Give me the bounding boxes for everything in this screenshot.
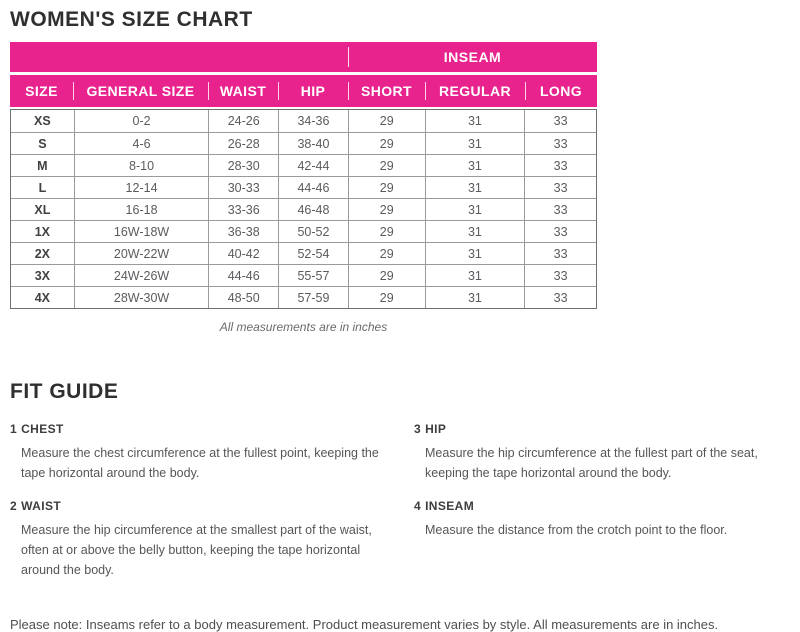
item-label: HIP <box>425 422 447 436</box>
measurement-cell: 29 <box>348 133 425 154</box>
fit-guide-item-hip <box>414 422 790 484</box>
fit-guide-item-heading <box>414 499 776 513</box>
measurement-cell: 31 <box>425 199 525 220</box>
size-chart-table <box>10 42 597 309</box>
measurement-cell: 44-46 <box>208 265 278 286</box>
size-label-cell: 1X <box>34 224 51 239</box>
measurement-cell: 52-54 <box>278 243 348 264</box>
measurement-cell: 28-30 <box>208 155 278 176</box>
fit-guide-item-text: Measure the hip circumference at the fullest part of the seat, keeping the tape horizontal around the body. <box>425 446 758 481</box>
measurement-cell: 33 <box>524 221 596 242</box>
measurement-cell: 33-36 <box>208 199 278 220</box>
measurement-cell: 24-26 <box>208 110 278 132</box>
measurement-cell: 38-40 <box>278 133 348 154</box>
measurement-cell: 28W-30W <box>74 287 209 308</box>
measurement-cell: 31 <box>425 110 525 132</box>
table-row <box>11 110 596 132</box>
column-header-long: LONG <box>525 75 597 107</box>
column-header-row <box>10 75 597 107</box>
item-number: 3 <box>414 422 422 436</box>
measurement-cell: 29 <box>348 287 425 308</box>
measurement-cell: 26-28 <box>208 133 278 154</box>
column-header-hip: HIP <box>278 75 348 107</box>
measurement-cell: 33 <box>524 177 596 198</box>
measurement-cell: 29 <box>348 199 425 220</box>
table-row <box>11 198 596 220</box>
measurement-cell: 33 <box>524 199 596 220</box>
measurement-cell: 57-59 <box>278 287 348 308</box>
measurement-cell: 16W-18W <box>74 221 209 242</box>
item-number: 1 <box>10 422 18 436</box>
measurement-cell: 29 <box>348 155 425 176</box>
measurement-cell: 55-57 <box>278 265 348 286</box>
fit-guide-left-column <box>10 422 414 595</box>
measurement-cell: 42-44 <box>278 155 348 176</box>
size-label-cell: S <box>38 136 47 151</box>
measurement-cell: 36-38 <box>208 221 278 242</box>
fit-guide-item-text: Measure the chest circumference at the fullest point, keeping the tape horizontal around the body. <box>21 446 379 481</box>
size-label-cell: M <box>37 158 48 173</box>
column-header-waist: WAIST <box>208 75 278 107</box>
measurement-cell: 50-52 <box>278 221 348 242</box>
measurement-cell: 4-6 <box>74 133 209 154</box>
measurement-cell: 29 <box>348 110 425 132</box>
size-label-cell: 2X <box>34 246 51 261</box>
measurement-cell: 12-14 <box>74 177 209 198</box>
measurement-cell: 40-42 <box>208 243 278 264</box>
measurement-cell: 20W-22W <box>74 243 209 264</box>
table-row <box>11 242 596 264</box>
measurement-cell: 31 <box>425 177 525 198</box>
table-row <box>11 154 596 176</box>
fit-guide-item-heading <box>10 499 400 513</box>
table-row <box>11 220 596 242</box>
inseam-group-label: INSEAM <box>443 49 502 65</box>
fit-guide-item-waist <box>10 499 414 581</box>
fit-guide-item-chest <box>10 422 414 484</box>
footer-note: Please note: Inseams refer to a body measurement. Product measurement varies by style. All measurements are in inches. <box>10 617 719 632</box>
measurement-cell: 33 <box>524 287 596 308</box>
measurement-cell: 33 <box>524 243 596 264</box>
measurement-cell: 0-2 <box>74 110 209 132</box>
measurement-cell: 31 <box>425 221 525 242</box>
measurement-cell: 29 <box>348 243 425 264</box>
size-label-cell: XS <box>34 114 51 128</box>
fit-guide-item-heading <box>10 422 400 436</box>
measurement-cell: 48-50 <box>208 287 278 308</box>
table-row <box>11 264 596 286</box>
fit-guide-item-heading <box>414 422 776 436</box>
measurement-cell: 33 <box>524 110 596 132</box>
size-table-body <box>10 109 597 309</box>
measurement-cell: 31 <box>425 287 525 308</box>
inseam-group-header <box>10 42 597 72</box>
column-header-general-size: GENERAL SIZE <box>73 75 208 107</box>
column-header-regular: REGULAR <box>425 75 525 107</box>
measurement-cell: 31 <box>425 133 525 154</box>
item-label: INSEAM <box>425 498 475 513</box>
size-label-cell: 4X <box>34 290 51 305</box>
measurement-cell: 29 <box>348 177 425 198</box>
column-header-short: SHORT <box>348 75 425 107</box>
size-label-cell: 3X <box>34 268 51 283</box>
measurement-cell: 24W-26W <box>74 265 209 286</box>
item-label: CHEST <box>21 422 64 436</box>
measurement-cell: 30-33 <box>208 177 278 198</box>
table-row <box>11 176 596 198</box>
size-label-cell: L <box>38 180 47 195</box>
page-title: WOMEN'S SIZE CHART <box>10 8 253 31</box>
measurement-cell: 8-10 <box>74 155 209 176</box>
fit-guide <box>10 422 790 595</box>
fit-guide-right-column <box>414 422 790 595</box>
item-number: 2 <box>10 498 18 513</box>
measurement-cell: 31 <box>425 243 525 264</box>
measurement-cell: 44-46 <box>278 177 348 198</box>
measurement-cell: 33 <box>524 265 596 286</box>
measurement-cell: 34-36 <box>278 110 348 132</box>
fit-guide-item-text: Measure the distance from the crotch point to the floor. <box>425 522 728 537</box>
fit-guide-item-inseam <box>414 499 790 540</box>
item-label: WAIST <box>21 498 62 513</box>
table-footnote: All measurements are in inches <box>219 320 388 334</box>
measurement-cell: 29 <box>348 265 425 286</box>
fit-guide-title: FIT GUIDE <box>10 380 119 403</box>
measurement-cell: 29 <box>348 221 425 242</box>
column-header-size: SIZE <box>25 83 58 99</box>
measurement-cell: 31 <box>425 155 525 176</box>
fit-guide-item-text: Measure the hip circumference at the smallest part of the waist, often at or above the belly button, keeping the tape horizontal around the body. <box>21 522 372 577</box>
measurement-cell: 33 <box>524 133 596 154</box>
item-number: 4 <box>414 498 422 513</box>
table-row <box>11 286 596 308</box>
measurement-cell: 16-18 <box>74 199 209 220</box>
size-label-cell: XL <box>34 202 51 217</box>
measurement-cell: 33 <box>524 155 596 176</box>
measurement-cell: 46-48 <box>278 199 348 220</box>
measurement-cell: 31 <box>425 265 525 286</box>
table-row <box>11 132 596 154</box>
